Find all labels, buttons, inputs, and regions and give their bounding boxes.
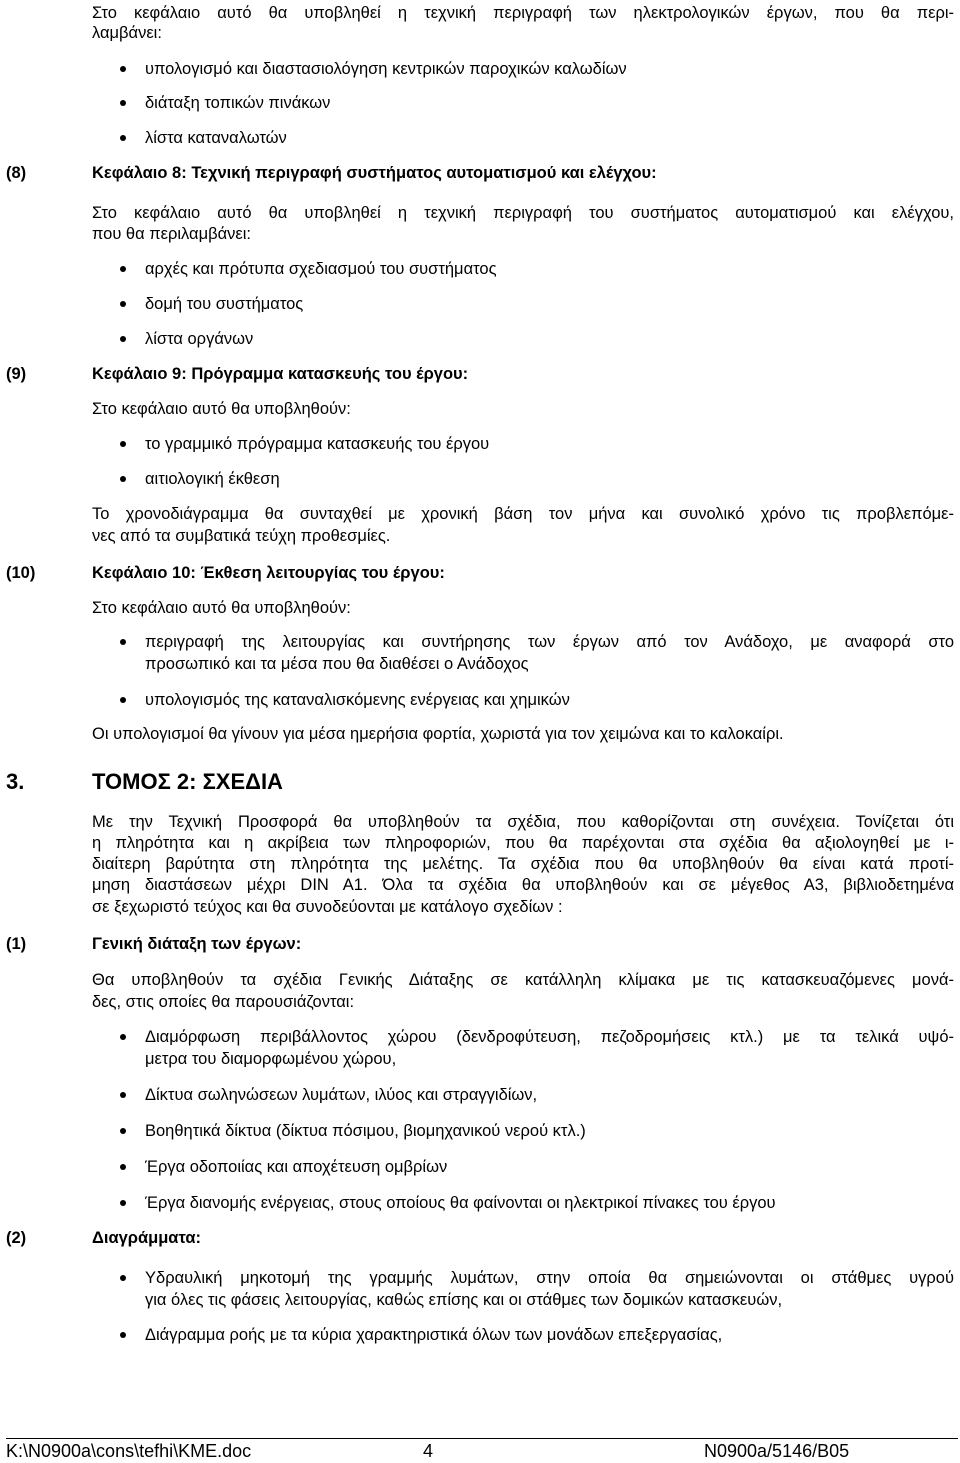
bullet-icon: [120, 266, 126, 272]
subsection-2-number: (2): [6, 1229, 27, 1247]
bullet-icon: [120, 639, 126, 645]
bullet-icon: [120, 66, 126, 72]
subsection-1-line-1: Θα υποβληθούν τα σχέδια Γενικής Διάταξης σε κατάλληλη κλίμακα με τις κατασκευαζόμενες μονά-: [92, 971, 954, 989]
bullet-icon: [120, 301, 126, 307]
chapter-10-title: Κεφάλαιο 10: Έκθεση λειτουργίας του έργου:: [92, 564, 445, 582]
section-3-line-5: σε ξεχωριστό τεύχος και θα συνοδεύονται με κατάλογο σχεδίων :: [92, 898, 563, 916]
list-item: Βοηθητικά δίκτυα (δίκτυα πόσιμου, βιομηχανικού νερού κτλ.): [145, 1122, 586, 1140]
list-item: Έργα διανομής ενέργειας, στους οποίους θα φαίνονται οι ηλεκτρικοί πίνακες του έργου: [145, 1194, 776, 1212]
bullet-icon: [120, 476, 126, 482]
chapter-9-intro: Στο κεφάλαιο αυτό θα υποβληθούν:: [92, 400, 351, 418]
list-item: αρχές και πρότυπα σχεδιασμού του συστήματος: [145, 260, 497, 278]
chapter-10-intro: Στο κεφάλαιο αυτό θα υποβληθούν:: [92, 599, 351, 617]
list-item: Υδραυλική μηκοτομή της γραμμής λυμάτων, στην οποία θα σημειώνονται οι στάθμες υγρού: [145, 1269, 954, 1287]
bullet-icon: [120, 1200, 126, 1206]
section-3-title: ΤΟΜΟΣ 2: ΣΧΕΔΙΑ: [92, 769, 283, 794]
subsection-1-number: (1): [6, 935, 27, 953]
list-item: υπολογισμός της καταναλισκόμενης ενέργειας και χημικών: [145, 691, 570, 709]
chapter-10-number: (10): [6, 564, 36, 582]
list-item: Έργα οδοποιίας και αποχέτευση ομβρίων: [145, 1158, 448, 1176]
footer-page-number: 4: [423, 1441, 434, 1461]
chapter-10-paragraph: Οι υπολογισμοί θα γίνουν για μέσα ημερήσια φορτία, χωριστά για τον χειμώνα και το καλοκαίρι.: [92, 725, 784, 743]
chapter-9-paragraph-line-1: Το χρονοδιάγραμμα θα συνταχθεί με χρονική βάση τον μήνα και συνολικό χρόνο τις προβλεπόμε-: [92, 505, 954, 523]
footer-reference: N0900a/5146/B05: [704, 1441, 850, 1461]
list-item: υπολογισμό και διαστασιολόγηση κεντρικών παροχικών καλωδίων: [145, 60, 627, 78]
list-item: διάταξη τοπικών πινάκων: [145, 94, 331, 112]
list-item-continuation: για όλες τις φάσεις λειτουργίας, καθώς επίσης και οι στάθμες των δομικών κατασκευών,: [145, 1291, 783, 1309]
subsection-1-line-2: δες, στις οποίες θα παρουσιάζονται:: [92, 993, 355, 1011]
list-item: δομή του συστήματος: [145, 295, 304, 313]
footer-file-path: K:\N0900a\cons\tefhi\KME.doc: [6, 1441, 252, 1461]
list-item: Διαμόρφωση περιβάλλοντος χώρου (δενδροφύτευση, πεζοδρομήσεις κτλ.) με τα τελικά υψό-: [145, 1028, 954, 1046]
bullet-icon: [120, 1128, 126, 1134]
section-3-number: 3.: [6, 769, 25, 794]
bullet-icon: [120, 1332, 126, 1338]
subsection-1-title: Γενική διάταξη των έργων:: [92, 935, 302, 953]
list-item: Δίκτυα σωληνώσεων λυμάτων, ιλύος και στραγγιδίων,: [145, 1086, 538, 1104]
bullet-icon: [120, 1164, 126, 1170]
bullet-icon: [120, 100, 126, 106]
intro-line-1: Στο κεφάλαιο αυτό θα υποβληθεί η τεχνική περιγραφή των ηλεκτρολογικών έργων, που θα περι-: [92, 4, 954, 22]
chapter-9-paragraph-line-2: νες από τα συμβατικά τεύχη προθεσμίες.: [92, 527, 391, 545]
list-item: αιτιολογική έκθεση: [145, 470, 280, 488]
bullet-icon: [120, 441, 126, 447]
section-3-line-2: η πληρότητα και η ακρίβεια των πληροφοριών, που θα παρέχονται στα σχέδια θα αξιολογηθεί με ι-: [92, 834, 954, 852]
list-item: Διάγραμμα ροής με τα κύρια χαρακτηριστικά όλων των μονάδων επεξεργασίας,: [145, 1326, 723, 1344]
section-3-line-4: μηση διαστάσεων μέχρι DIN A1. Όλα τα σχέδια θα υποβληθούν και σε μέγεθος Α3, βιβλιοδετημένα: [92, 876, 954, 894]
list-item-continuation: προσωπικό και τα μέσα που θα διαθέσει ο Ανάδοχος: [145, 655, 529, 673]
footer-divider: [6, 1438, 958, 1439]
bullet-icon: [120, 1034, 126, 1040]
chapter-9-number: (9): [6, 365, 27, 383]
chapter-8-title: Κεφάλαιο 8: Τεχνική περιγραφή συστήματος αυτοματισμού και ελέγχου:: [92, 164, 657, 182]
chapter-8-line-1: Στο κεφάλαιο αυτό θα υποβληθεί η τεχνική περιγραφή του συστήματος αυτοματισμού και ελέγχου,: [92, 204, 954, 222]
chapter-8-number: (8): [6, 164, 27, 182]
section-3-line-3: διαίτερη βαρύτητα στη πληρότητα της μελέτης. Τα σχέδια που θα υποβληθούν θα είναι κατά προτί-: [92, 855, 954, 873]
chapter-9-title: Κεφάλαιο 9: Πρόγραμμα κατασκευής του έργου:: [92, 365, 469, 383]
bullet-icon: [120, 1092, 126, 1098]
bullet-icon: [120, 336, 126, 342]
list-item: το γραμμικό πρόγραμμα κατασκευής του έργου: [145, 435, 490, 453]
list-item: λίστα οργάνων: [145, 330, 254, 348]
list-item: περιγραφή της λειτουργίας και συντήρησης των έργων από τον Ανάδοχο, με αναφορά στο: [145, 633, 954, 651]
chapter-8-line-2: που θα περιλαμβάνει:: [92, 225, 251, 243]
list-item: λίστα καταναλωτών: [145, 129, 287, 147]
subsection-2-title: Διαγράμματα:: [92, 1229, 201, 1247]
section-3-line-1: Με την Τεχνική Προσφορά θα υποβληθούν τα σχέδια, που καθορίζονται στη συνέχεια. Τονίζεται ότι: [92, 813, 954, 831]
intro-line-2: λαμβάνει:: [92, 24, 162, 42]
list-item-continuation: μετρα του διαμορφωμένου χώρου,: [145, 1050, 397, 1068]
bullet-icon: [120, 697, 126, 703]
bullet-icon: [120, 135, 126, 141]
bullet-icon: [120, 1275, 126, 1281]
